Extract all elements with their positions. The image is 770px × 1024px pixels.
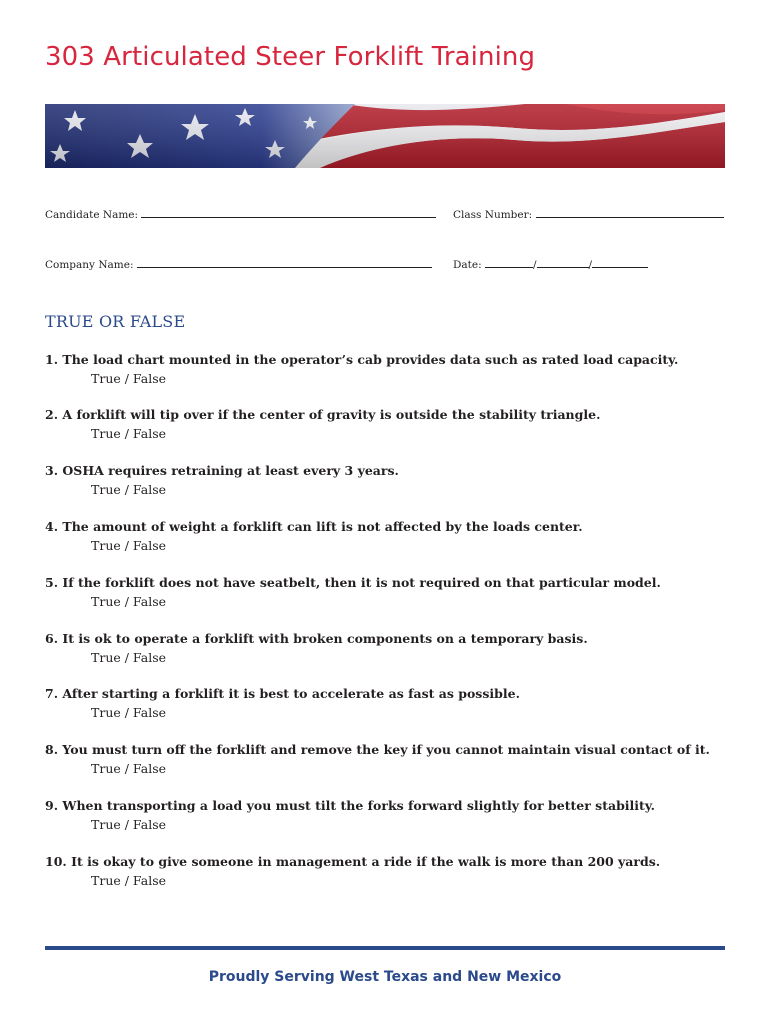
date-year-blank[interactable] (592, 258, 648, 268)
question-3: 3. OSHA requires retraining at least every 3 years. (45, 463, 399, 478)
answer-choice-7[interactable]: True / False (91, 705, 167, 720)
class-number-field[interactable] (453, 208, 724, 221)
answer-choice-5[interactable]: True / False (91, 594, 167, 609)
question-8: 8. You must turn off the forklift and remove the key if you cannot maintain visual contact of it. (45, 742, 710, 757)
candidate-name-field[interactable] (45, 208, 436, 221)
candidate-name-blank[interactable] (141, 208, 436, 218)
american-flag-icon (45, 104, 725, 168)
class-number-label: Class Number: (453, 209, 533, 221)
date-month-blank[interactable] (485, 258, 533, 268)
answer-choice-3[interactable]: True / False (91, 482, 167, 497)
date-label: Date: (453, 259, 482, 271)
answer-choice-6[interactable]: True / False (91, 650, 167, 665)
question-6: 6. It is ok to operate a forklift with broken components on a temporary basis. (45, 631, 588, 646)
answer-choice-4[interactable]: True / False (91, 538, 167, 553)
company-name-field[interactable] (45, 258, 432, 271)
question-5: 5. If the forklift does not have seatbelt, then it is not required on that particular model. (45, 575, 661, 590)
section-title: TRUE OR FALSE (45, 312, 186, 331)
answer-choice-9[interactable]: True / False (91, 817, 167, 832)
page-title: 303 Articulated Steer Forklift Training (45, 42, 536, 72)
footer-tagline: Proudly Serving West Texas and New Mexico (208, 969, 562, 985)
answer-choice-2[interactable]: True / False (91, 426, 167, 441)
answer-choice-1[interactable]: True / False (91, 371, 167, 386)
class-number-blank[interactable] (536, 208, 724, 218)
date-separator: / (533, 259, 537, 271)
footer-divider (45, 946, 725, 950)
answer-choice-8[interactable]: True / False (91, 761, 167, 776)
company-name-blank[interactable] (137, 258, 432, 268)
date-field[interactable] (453, 258, 648, 271)
candidate-name-label: Candidate Name: (45, 209, 139, 221)
answer-choice-10[interactable]: True / False (91, 873, 167, 888)
question-7: 7. After starting a forklift it is best to accelerate as fast as possible. (45, 686, 520, 701)
question-10: 10. It is okay to give someone in management a ride if the walk is more than 200 yards. (45, 854, 661, 869)
question-4: 4. The amount of weight a forklift can lift is not affected by the loads center. (45, 519, 583, 534)
date-separator: / (588, 259, 593, 271)
question-2: 2. A forklift will tip over if the center of gravity is outside the stability triangle. (45, 407, 601, 422)
company-name-label: Company Name: (45, 259, 134, 271)
flag-banner (45, 104, 725, 168)
date-day-blank[interactable] (537, 258, 589, 268)
question-1: 1. The load chart mounted in the operator’s cab provides data such as rated load capacity. (45, 352, 679, 367)
question-9: 9. When transporting a load you must tilt the forks forward slightly for better stability. (45, 798, 656, 813)
